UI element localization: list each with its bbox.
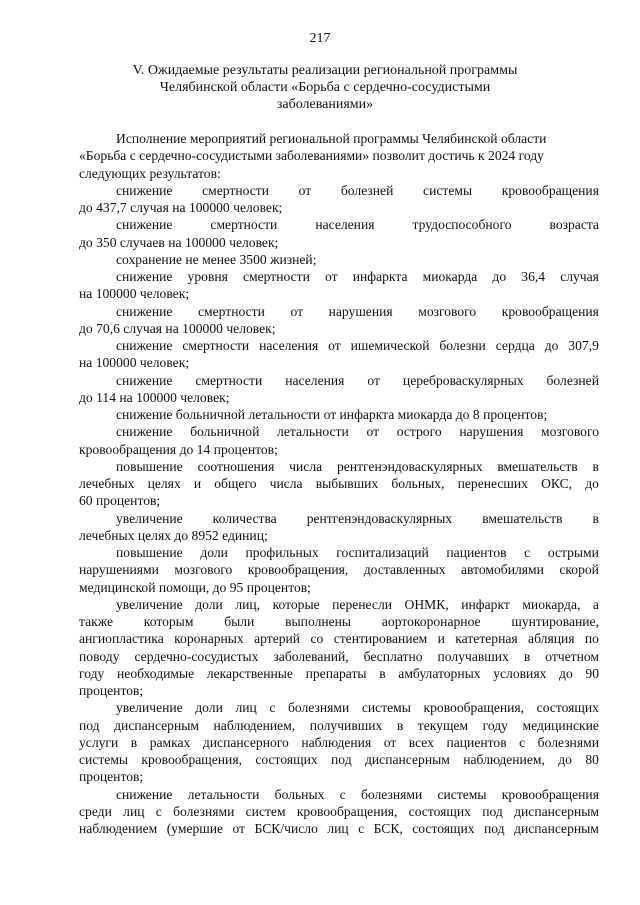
word: болезнями bbox=[360, 786, 423, 802]
section-heading bbox=[110, 62, 540, 113]
word: увеличение bbox=[116, 700, 183, 716]
word: состоящих bbox=[536, 700, 599, 716]
text-line bbox=[79, 751, 599, 768]
word: от bbox=[298, 182, 312, 198]
paragraph bbox=[79, 268, 599, 303]
text-line bbox=[79, 734, 599, 751]
word: миокарда, bbox=[522, 596, 581, 612]
word: необходимые bbox=[117, 665, 195, 681]
word: сердечно-сосудистых bbox=[134, 648, 259, 664]
word: числа bbox=[269, 476, 303, 491]
text-line bbox=[79, 372, 599, 389]
word: поводу bbox=[79, 648, 120, 664]
word: 80 bbox=[585, 752, 599, 767]
text-line bbox=[79, 803, 599, 820]
word: смертности bbox=[198, 303, 265, 319]
word: коронарных bbox=[174, 631, 244, 647]
word: доли bbox=[195, 596, 223, 612]
word: нарушениями bbox=[79, 562, 159, 578]
text-line bbox=[79, 596, 599, 613]
word: смертности bbox=[202, 182, 269, 198]
word: наблюдения bbox=[301, 734, 372, 750]
word: болезни bbox=[439, 338, 486, 353]
word: были bbox=[224, 614, 255, 629]
paragraph bbox=[79, 303, 599, 338]
word: с bbox=[519, 734, 526, 750]
word: стентированием bbox=[333, 631, 428, 647]
text-line: кровообращения до 14 процентов; bbox=[79, 441, 278, 457]
text-line bbox=[79, 613, 599, 630]
heading-line: V. Ожидаемые результаты реализации региональной программы bbox=[132, 63, 518, 78]
word: под bbox=[79, 717, 100, 733]
word: пациентов bbox=[446, 545, 507, 560]
word: выполнены bbox=[285, 614, 352, 629]
word: вмешательств bbox=[482, 510, 563, 526]
word: наблюдением bbox=[79, 821, 158, 836]
word: перенесших bbox=[457, 476, 528, 491]
word: системы bbox=[361, 700, 411, 716]
word: пациентов bbox=[446, 734, 507, 750]
word: артерий bbox=[254, 631, 301, 647]
word: кровообращения bbox=[501, 786, 599, 802]
word: абляция bbox=[528, 631, 575, 647]
text-line: на 100000 человек; bbox=[79, 286, 190, 302]
word: среди bbox=[79, 803, 112, 819]
word: кровообращения bbox=[501, 303, 599, 319]
word: состоящих bbox=[412, 821, 475, 836]
paragraph bbox=[79, 372, 599, 407]
word: больничной bbox=[190, 424, 260, 440]
paragraph bbox=[79, 786, 599, 838]
word: летальности bbox=[187, 786, 260, 802]
word: в bbox=[396, 717, 404, 733]
word: под bbox=[482, 803, 503, 819]
word: БСК/число bbox=[254, 821, 318, 836]
word: и bbox=[193, 476, 202, 491]
text-line: снижение больничной летальности от инфаркта миокарда до 8 процентов; bbox=[116, 407, 548, 422]
word: услуги bbox=[79, 734, 119, 750]
word: доли bbox=[200, 545, 228, 560]
word: болезнями bbox=[173, 803, 235, 819]
word: текущем bbox=[417, 717, 469, 733]
word: диспансерным bbox=[514, 803, 599, 819]
word: миокарда bbox=[422, 269, 478, 284]
word: от bbox=[325, 269, 338, 284]
word: уровня bbox=[187, 269, 228, 284]
word: которым bbox=[143, 614, 194, 629]
word: всех bbox=[408, 734, 434, 750]
text-line: процентов; bbox=[79, 769, 144, 785]
text-line bbox=[79, 182, 599, 199]
word: смертности bbox=[243, 269, 310, 284]
word: с bbox=[358, 821, 365, 836]
word: лиц bbox=[235, 700, 257, 716]
word: систем bbox=[245, 803, 286, 819]
heading-line: Челябинской области «Борьба с сердечно-сосудистыми bbox=[159, 80, 491, 95]
paragraph bbox=[79, 406, 599, 423]
word: получавших bbox=[437, 648, 509, 664]
word: кровообращения, bbox=[423, 700, 525, 716]
word: системы bbox=[79, 752, 129, 767]
text-line bbox=[79, 717, 599, 734]
text-line bbox=[79, 648, 599, 665]
word: получивших bbox=[309, 717, 383, 733]
word: мозгового bbox=[418, 303, 477, 319]
word: выбывших bbox=[315, 476, 379, 491]
text-line bbox=[79, 699, 599, 716]
word: снижение bbox=[116, 269, 173, 284]
word: бесплатно bbox=[363, 648, 423, 664]
word: общего bbox=[214, 476, 257, 491]
word: заболеваний, bbox=[273, 648, 349, 664]
body-text bbox=[79, 130, 599, 837]
word: году bbox=[482, 717, 508, 733]
word: болезнями bbox=[287, 700, 350, 716]
word: от bbox=[367, 372, 380, 388]
word: диспансерным bbox=[114, 717, 199, 733]
word: больных, bbox=[391, 476, 445, 491]
word: острого bbox=[396, 424, 442, 440]
word: лечебных bbox=[79, 476, 135, 491]
word: от bbox=[383, 734, 397, 750]
text-line: медицинской помощи, до 95 процентов; bbox=[79, 579, 311, 595]
word: снижение bbox=[116, 786, 173, 802]
word: количества bbox=[212, 510, 277, 526]
word: рентгенэндоваскулярных bbox=[336, 458, 483, 474]
word: снижение bbox=[116, 338, 173, 353]
paragraph bbox=[79, 510, 599, 545]
word: состоящих bbox=[255, 752, 318, 767]
word: трудоспособного bbox=[412, 217, 512, 233]
text-line: до 114 на 100000 человек; bbox=[79, 389, 230, 405]
word: снижение bbox=[116, 303, 173, 319]
word: смертности bbox=[195, 372, 263, 388]
word: состоящих bbox=[408, 803, 471, 819]
word: также bbox=[79, 614, 113, 629]
text-line bbox=[79, 544, 599, 561]
heading-line: заболеваниями» bbox=[276, 97, 374, 112]
word: году bbox=[79, 665, 105, 681]
word: диспансерным bbox=[514, 821, 599, 836]
word: до bbox=[559, 665, 573, 681]
word: условиях bbox=[493, 665, 547, 681]
paragraph bbox=[79, 337, 599, 372]
word: лиц, bbox=[235, 596, 261, 612]
text-line bbox=[79, 665, 599, 682]
word: отчетном bbox=[545, 648, 599, 664]
word: увеличение bbox=[116, 596, 183, 612]
word: от bbox=[290, 303, 304, 319]
word: снижение bbox=[116, 217, 173, 233]
text-line: следующих результатов: bbox=[79, 165, 221, 181]
word: ОКС, bbox=[541, 476, 573, 491]
paragraph bbox=[79, 699, 599, 785]
word: в bbox=[592, 458, 599, 474]
word: а bbox=[592, 596, 599, 612]
word: до bbox=[492, 269, 507, 284]
word: случая bbox=[560, 269, 599, 284]
word: диспансерного bbox=[202, 734, 289, 750]
word: целях bbox=[147, 476, 181, 491]
paragraph bbox=[79, 423, 599, 458]
paragraph bbox=[79, 182, 599, 217]
page-number: 217 bbox=[309, 31, 331, 46]
word: амбулаторных bbox=[398, 665, 481, 681]
word: (умершие bbox=[166, 821, 224, 836]
word: кровообращения, bbox=[247, 562, 349, 578]
text-line bbox=[79, 475, 599, 492]
paragraph bbox=[79, 458, 599, 510]
word: рамках bbox=[149, 734, 191, 750]
word: населения bbox=[315, 217, 375, 233]
word: сердца bbox=[495, 338, 535, 353]
word: с bbox=[155, 803, 162, 819]
word: катетерная bbox=[455, 631, 518, 647]
word: инфаркта bbox=[352, 269, 408, 284]
word: автомобилями bbox=[460, 562, 544, 578]
word: мозгового bbox=[541, 424, 599, 440]
word: кровообращения, bbox=[296, 803, 398, 819]
word: с bbox=[269, 700, 276, 716]
word: в bbox=[130, 734, 138, 750]
paragraph bbox=[79, 596, 599, 700]
word: острыми bbox=[547, 545, 599, 560]
text-line bbox=[79, 268, 599, 285]
word: 90 bbox=[585, 665, 599, 681]
word: которые bbox=[272, 596, 320, 612]
word: шунтирование, bbox=[511, 614, 599, 629]
word: и bbox=[437, 631, 445, 647]
word: летальности bbox=[277, 424, 349, 440]
word: БСК, bbox=[373, 821, 403, 836]
word: до bbox=[558, 752, 572, 767]
word: числа bbox=[289, 458, 323, 474]
word: медицинские bbox=[522, 717, 599, 733]
text-line bbox=[79, 423, 599, 440]
word: ангиопластика bbox=[79, 631, 164, 647]
word: с bbox=[339, 786, 346, 802]
word: рентгенэндоваскулярных bbox=[306, 510, 453, 526]
word: больных bbox=[274, 786, 325, 802]
word: повышение bbox=[116, 545, 183, 560]
text-line: до 350 случаев на 100000 человек; bbox=[79, 234, 279, 250]
text-line: сохранение не менее 3500 жизней; bbox=[116, 251, 317, 267]
word: кровообращения, bbox=[141, 752, 242, 767]
word: диспансерным bbox=[364, 752, 450, 767]
word: лиц bbox=[327, 821, 349, 836]
text-line: до 437,7 случая на 100000 человек; bbox=[79, 200, 283, 215]
word: нарушения bbox=[459, 424, 524, 440]
text-line bbox=[79, 458, 599, 475]
text-line: лечебных целях до 8952 единиц; bbox=[79, 527, 268, 543]
word: перенесли bbox=[332, 596, 393, 612]
paragraph bbox=[79, 130, 599, 182]
text-line: на 100000 человек; bbox=[79, 355, 190, 371]
word: препараты bbox=[305, 665, 367, 681]
word: аортокоронарное bbox=[381, 614, 481, 629]
word: в bbox=[523, 648, 531, 664]
word: наблюдением, bbox=[213, 717, 296, 733]
word: населения bbox=[285, 372, 345, 388]
word: лекарственные bbox=[206, 665, 293, 681]
word: возраста bbox=[549, 217, 599, 233]
word: со bbox=[310, 631, 324, 647]
word: госпитализаций bbox=[336, 545, 429, 560]
word: системы bbox=[437, 786, 487, 802]
word: скорой bbox=[559, 562, 599, 578]
text-line: процентов; bbox=[79, 683, 144, 698]
word: болезней bbox=[546, 372, 599, 388]
word: по bbox=[584, 631, 599, 647]
word: под bbox=[484, 821, 505, 836]
word: профильных bbox=[245, 545, 319, 560]
word: болезней bbox=[340, 182, 394, 198]
word: системы bbox=[423, 182, 473, 198]
word: снижение bbox=[116, 182, 173, 198]
word: цереброваскулярных bbox=[402, 372, 524, 388]
word: инфаркт bbox=[461, 596, 510, 612]
text-line bbox=[79, 510, 599, 527]
word: под bbox=[331, 752, 352, 767]
text-line: до 70,6 случая на 100000 человек; bbox=[79, 320, 276, 336]
word: снижение bbox=[116, 372, 173, 388]
word: с bbox=[524, 545, 531, 560]
word: 307,9 bbox=[568, 338, 599, 353]
word: ОНМК, bbox=[404, 596, 449, 612]
text-line: 60 процентов; bbox=[79, 493, 161, 509]
word: до bbox=[585, 476, 599, 491]
word: кровообращения bbox=[501, 182, 599, 198]
word: лиц bbox=[123, 803, 145, 819]
word: наблюдением, bbox=[463, 752, 545, 767]
word: населения bbox=[259, 338, 319, 353]
text-line bbox=[79, 820, 599, 837]
word: от bbox=[366, 424, 380, 440]
paragraph bbox=[79, 251, 599, 268]
paragraph bbox=[79, 544, 599, 596]
word: доставленных bbox=[363, 562, 446, 578]
word: нарушения bbox=[328, 303, 393, 319]
text-line bbox=[79, 561, 599, 578]
word: доли bbox=[195, 700, 223, 716]
word: в bbox=[379, 665, 386, 681]
text-line: Исполнение мероприятий региональной программы Челябинской области bbox=[116, 131, 547, 146]
word: повышение bbox=[116, 458, 183, 474]
text-line bbox=[79, 303, 599, 320]
text-line bbox=[79, 337, 599, 354]
word: болезнями bbox=[537, 734, 599, 750]
word: 36,4 bbox=[521, 269, 546, 284]
word: смертности bbox=[210, 217, 278, 233]
word: вмешательств bbox=[497, 458, 578, 474]
text-line bbox=[79, 786, 599, 803]
text-line: «Борьба с сердечно-сосудистыми заболеваниями» позволит достичь к 2024 году bbox=[79, 148, 544, 164]
paragraph bbox=[79, 216, 599, 251]
text-line bbox=[79, 630, 599, 647]
word: в bbox=[592, 510, 599, 526]
word: смертности bbox=[182, 338, 250, 353]
word: мозгового bbox=[174, 562, 233, 578]
word: от bbox=[328, 338, 341, 353]
word: соотношения bbox=[197, 458, 275, 474]
text-line bbox=[79, 216, 599, 233]
word: снижение bbox=[116, 424, 173, 440]
word: до bbox=[544, 338, 559, 353]
word: от bbox=[232, 821, 246, 836]
word: увеличение bbox=[116, 510, 183, 526]
word: ишемической bbox=[350, 338, 430, 353]
